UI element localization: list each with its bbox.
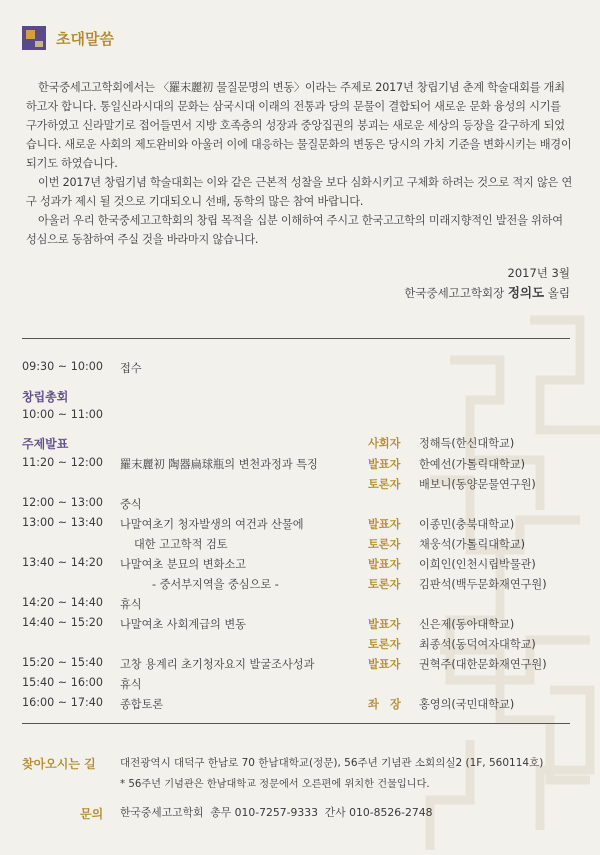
schedule-row: 14:40 ~ 15:20 나말여초 사회계급의 변동 발표자 신은제(동아대학교) (22, 616, 515, 631)
schedule-row: 대한 고고학적 검토 토론자 채웅석(가톨릭대학교) (134, 538, 525, 551)
divider (22, 723, 570, 724)
signature-date: 2017년 3월 (507, 266, 570, 280)
schedule-row: 15:20 ~ 15:40 고창 용계리 초기청자요지 발굴조사성과 발표자 권혁주(대한문화재연구원) (22, 656, 547, 671)
contact-label: 문의 (80, 807, 104, 821)
section-heading: 창립총회 (22, 390, 69, 404)
schedule-row: 토론자 최종석(동덕여자대학교) (368, 638, 536, 651)
divider (22, 338, 570, 339)
intro-paragraph: 이번 2017년 창립기념 학술대회는 이와 같은 근본적 성찰을 보다 심화시키고 구체화 하려는 것으로 적지 않은 연구 성과가 제시 될 것으로 기대되오니 선배, 동학의 많은 참여 바랍니다. (26, 176, 573, 208)
schedule-row: - 중서부지역을 중심으로 - 토론자 김판석(백두문화재연구원) (152, 578, 547, 591)
schedule-row: 10:00 ~ 11:00 (22, 408, 103, 421)
signature-name: 정의도 (507, 285, 545, 300)
contact-text: 한국중세고고학회 총무 010-7257-9333 간사 010-8526-2748 (120, 806, 433, 819)
signature-suffix: 올림 (547, 286, 570, 300)
address-text: 대전광역시 대덕구 한남로 70 한남대학교(정문), 56주년 기념관 소회의실2 (1F, 560114호) (120, 757, 544, 769)
invitation-text (26, 78, 574, 249)
schedule-row: 사회자 정해득(한신대학교) (368, 437, 515, 450)
schedule-row: 16:00 ~ 17:40 종합토론 좌 장 홍영의(국민대학교) (22, 696, 515, 711)
schedule-row: 13:00 ~ 13:40 나말여초기 청자발생의 여건과 산물에 발표자 이종민(충북대학교) (22, 516, 515, 531)
schedule-row: 13:40 ~ 14:20 나말여초 분묘의 변화소고 발표자 이희인(인천시립박물관) (22, 556, 536, 571)
page-header (22, 26, 114, 50)
page-title: 초대말씀 (56, 29, 114, 48)
section-heading: 주제발표 (22, 437, 69, 451)
logo-icon (22, 26, 46, 50)
intro-paragraph: 한국중세고고학회에서는 〈羅末麗初 물질문명의 변동〉이라는 주제로 2017년 창립기념 춘계 학술대회를 개최하고자 합니다. 통일신라시대의 문화는 삼국시대 이래의 전통과 당의 문물이 결합되어 새로운 문화 융성의 시기를 구가하였고 신라말기로 접어들면서 지방 호족층의 성장과 중앙집권의 붕괴는 새로운 세상의 등장을 갈구하게 되었습니다. 새로운 사회의 제도완비와 아울러 이에 대응하는 물질문화의 변동은 당시의 가치 기준을 변화시키는 배경이 되기도 하였습니다. (26, 81, 572, 170)
signature-org: 한국중세고고학회장 (404, 286, 505, 300)
schedule-row: 14:20 ~ 14:40 휴식 (22, 596, 142, 611)
schedule-row: 15:40 ~ 16:00 휴식 (22, 676, 142, 691)
address-note: * 56주년 기념관은 한남대학교 정문에서 오른편에 위치한 건물입니다. (120, 779, 430, 790)
signature (404, 264, 570, 303)
schedule-row: 09:30 ~ 10:00 접수 (22, 360, 142, 375)
schedule-row: 토론자 배보니(동양문물연구원) (368, 478, 536, 491)
schedule-row: 11:20 ~ 12:00 羅末麗初 陶器扁球瓶의 변천과정과 특징 발표자 한예선(가톨릭대학교) (22, 456, 525, 471)
schedule-row: 12:00 ~ 13:00 중식 (22, 496, 142, 511)
intro-paragraph: 아울러 우리 한국중세고고학회의 창립 목적을 십분 이해하여 주시고 한국고고학의 미래지향적인 발전을 위하여 성심으로 동참하여 주실 것을 바라마지 않습니다. (26, 214, 563, 246)
directions-label: 찾아오시는 길 (22, 757, 96, 771)
